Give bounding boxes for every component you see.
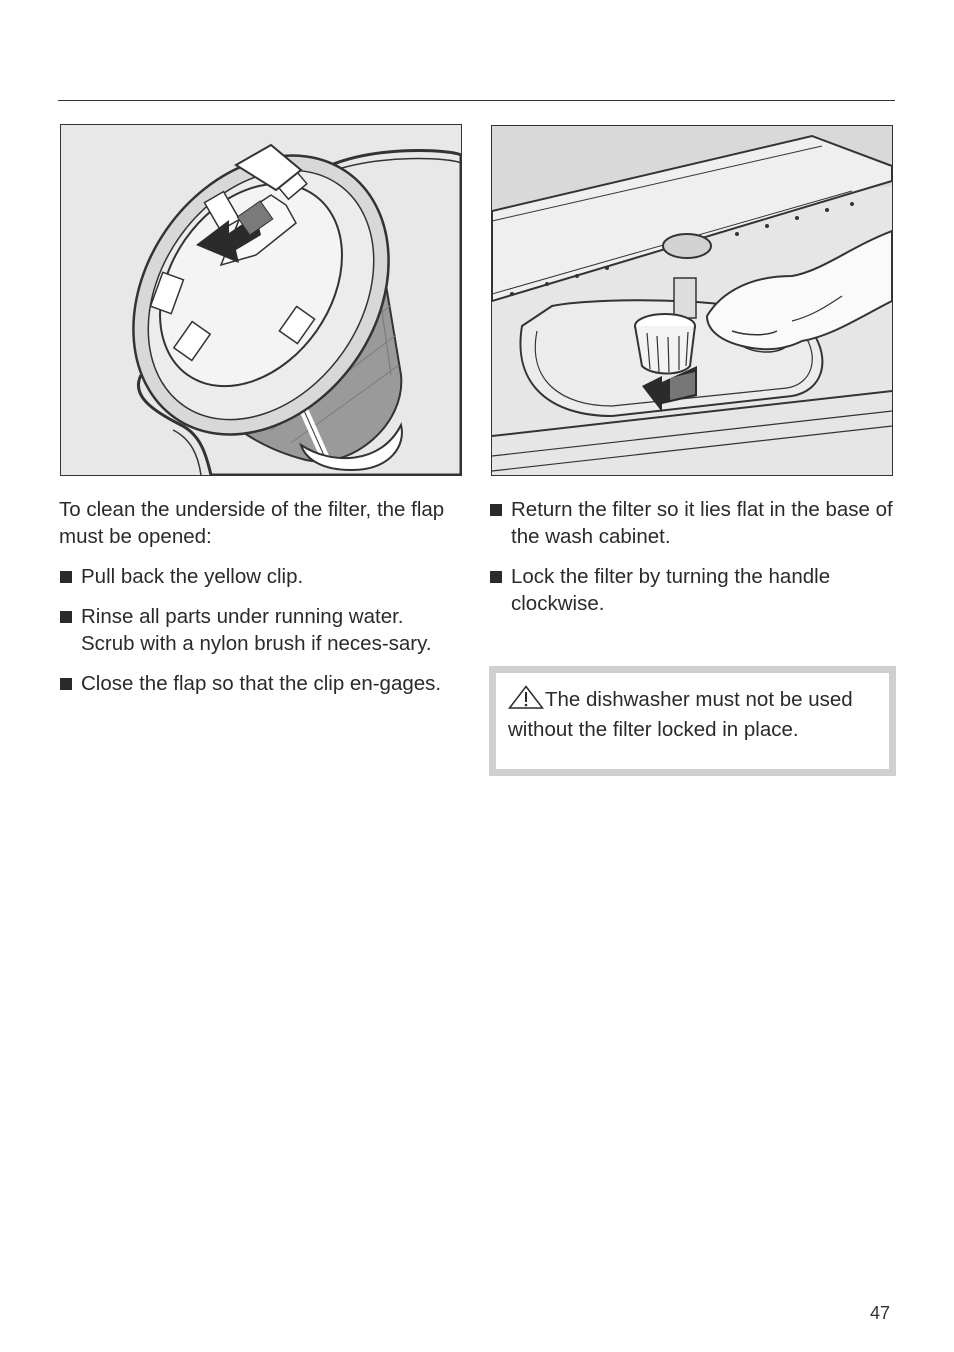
header-rule [58, 100, 895, 101]
filter-flap-illustration [60, 124, 462, 476]
filter-lock-illustration [491, 125, 893, 476]
list-item: Pull back the yellow clip. [59, 563, 459, 590]
right-bullet-list [489, 496, 894, 617]
page-number: 47 [870, 1303, 891, 1323]
list-item: Lock the filter by turning the handle clockwise. [489, 563, 894, 617]
warning-triangle-icon [508, 685, 544, 716]
left-column [59, 496, 459, 710]
warning-text: The dishwasher must not be used without the filter locked in place. [508, 688, 853, 741]
list-item: Close the flap so that the clip en-gages. [59, 670, 459, 697]
right-column [489, 496, 894, 630]
list-item: Rinse all parts under running water. Scrub with a nylon brush if neces-sary. [59, 603, 459, 657]
list-item: Return the filter so it lies flat in the base of the wash cabinet. [489, 496, 894, 550]
warning-box [489, 666, 896, 776]
left-bullet-list [59, 563, 459, 697]
intro-text: To clean the underside of the filter, the flap must be opened: [59, 498, 445, 548]
